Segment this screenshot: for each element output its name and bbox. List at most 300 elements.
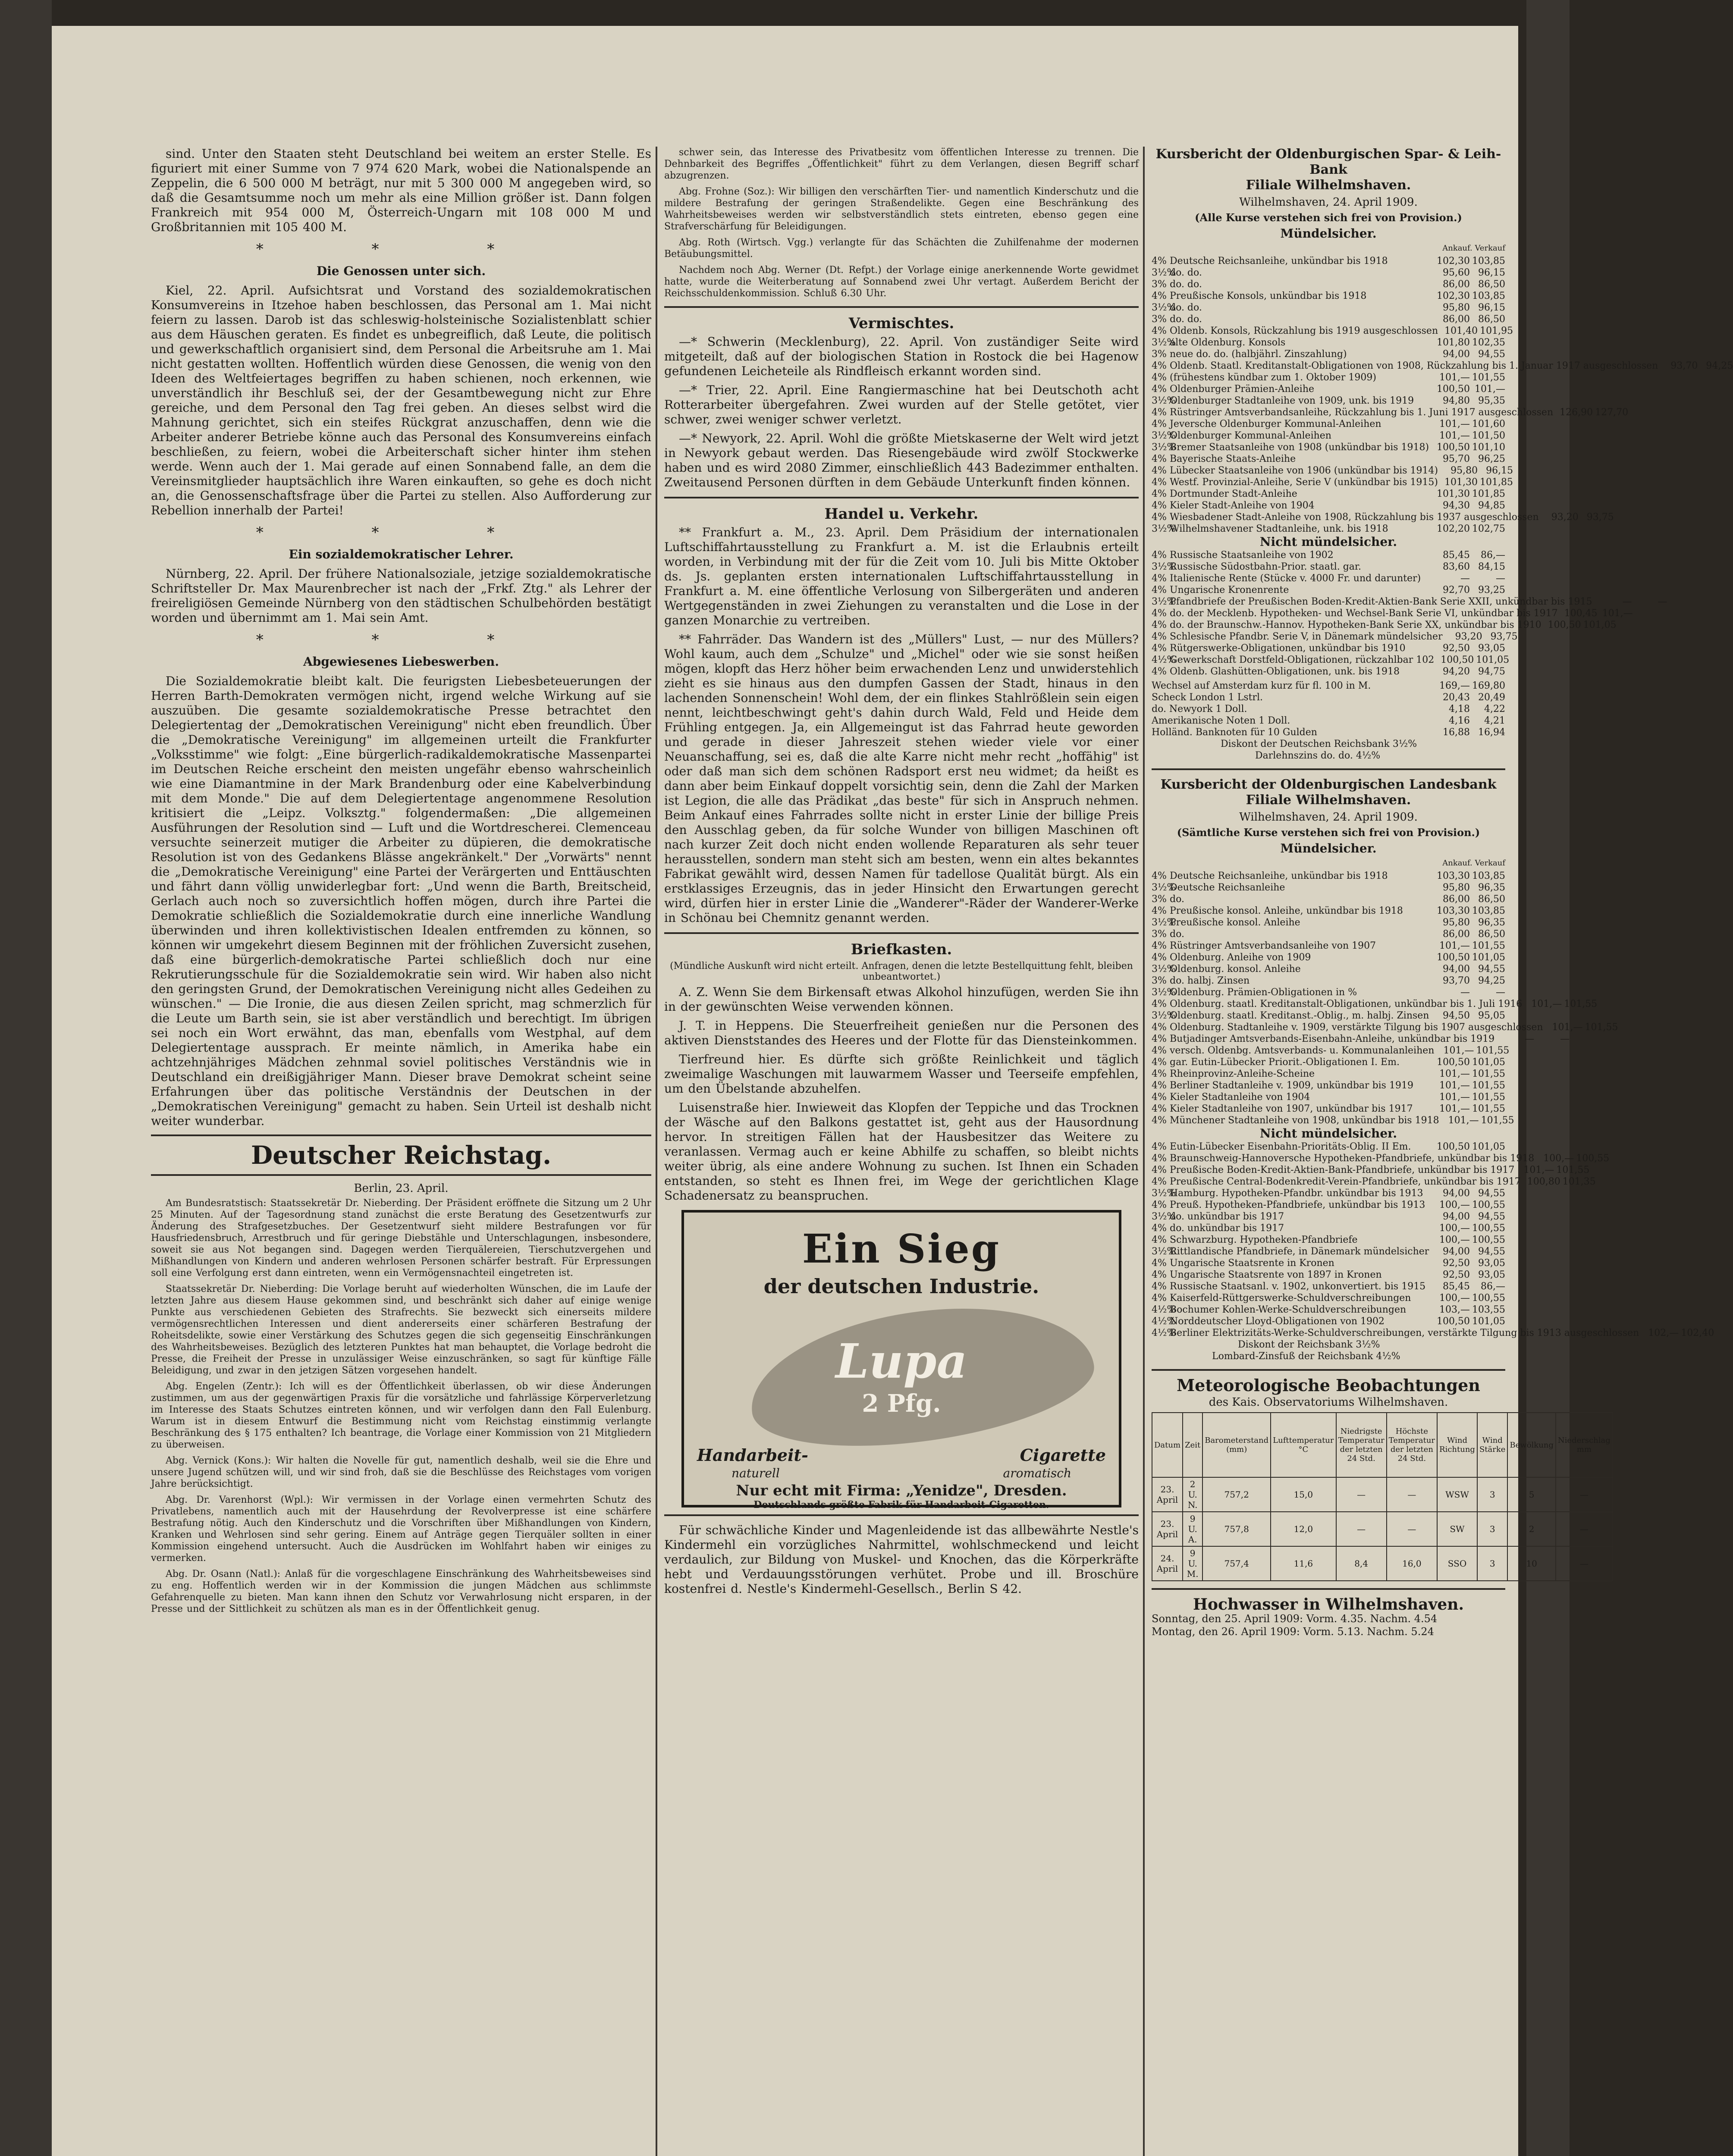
- article-paragraph: Am Bundesratstisch: Staatssekretär Dr. Nieberding. Der Präsident eröffnete die Sitzung um 2 Uhr 25 Minuten. Auf der Tagesordnung stand zunächst die erste Beratung des Gesetzentwurfs zur Änderung des Strafgesetzbuches. Der Gesetzentwurf sieht mildere Bestrafungen vor für Hausfriedensbruch, Arrestbruch und für geringe Diebstähle und Unterschlagungen, insbesondere, soweit sie aus Not begangen sind. Dagegen werden Tierquälereien, Tierschutzvergehen und Mißhandlungen von Kindern und anderen wehrlosen Personen schärfer bestraft. Für Erpressungen soll eine Verfolgung erst dann eintreten, wenn ein Vermögensnachteil eingetreten ist.: [151, 1198, 651, 1279]
- weather-column-header: Lufttemperatur °C: [1271, 1413, 1336, 1477]
- rate-row: [1152, 465, 1513, 476]
- security-name: Kieler Stadtanleihe von 1904: [1170, 1092, 1310, 1103]
- article-paragraph: —* Schwerin (Mecklenburg), 22. April. Von zuständiger Seite wird mitgeteilt, daß auf der biologischen Station in Rostock die bei Hagenow gefundenen Leicheteile als Rindfleisch erkannt worden sind.: [664, 335, 1139, 378]
- section-rule: [664, 932, 1139, 934]
- article-paragraph: Luisenstraße hier. Inwieweit das Klopfen der Teppiche und das Trocknen der Wäsche auf den Balkons gestattet ist, geht aus der Hausordnung hervor. In streitigen Fällen hat der Hausbesitzer das Weitere zu veranlassen. Vermag auch er keine Abhilfe zu schaffen, so bleibt nichts weiter übrig, als eine andere Wohnung zu suchen. Ist Ihnen ein Schaden entstanden, so steht es Ihnen frei, im Wege der gerichtlichen Klage Schadenersatz zu beanspruchen.: [664, 1100, 1139, 1203]
- exchange-row: [1152, 680, 1505, 692]
- buy-price: 92,50: [1443, 1269, 1470, 1280]
- weather-cell: SW: [1437, 1512, 1477, 1546]
- security-name: Rheinprovinz-Anleihe-Scheine: [1170, 1069, 1315, 1079]
- security-name: Preußische Central-Bodenkredit-Verein-Pfandbriefe, unkündbar bis 1917: [1170, 1176, 1521, 1187]
- buy-price: 95,70: [1443, 454, 1470, 464]
- buy-price: 102,30: [1437, 291, 1470, 301]
- sell-price: 94,85: [1478, 500, 1505, 511]
- article-paragraph: Tierfreund hier. Es dürfte sich größte Reinlichkeit und täglich zweimalige Waschungen mit lauwarmem Wasser und Teerseife empfehlen, um den Übelstande abzuhelfen.: [664, 1052, 1139, 1096]
- exchange-table: [1152, 680, 1505, 738]
- rate-row: [1152, 290, 1505, 302]
- kursbericht-subheading: Nicht mündelsicher.: [1259, 1126, 1397, 1141]
- weather-cell: 16,0: [1387, 1546, 1437, 1581]
- weather-cell: 24. April: [1152, 1546, 1183, 1581]
- kursbericht-subheading: Mündelsicher.: [1280, 841, 1377, 856]
- lombard-line: [1152, 1351, 1505, 1362]
- security-name: Italienische Rente (Stücke v. 4000 Fr. und darunter): [1170, 573, 1421, 584]
- rate-row: [1152, 488, 1505, 500]
- section-title-briefkasten: Briefkasten.: [851, 941, 952, 958]
- security-name: do. halbj. Zinsen: [1170, 975, 1250, 986]
- sell-price: 101,60: [1472, 419, 1505, 429]
- weather-title: Meteorologische Beobachtungen: [1177, 1376, 1480, 1395]
- kursbericht-branch: Filiale Wilhelmshaven.: [1246, 793, 1411, 808]
- rate-percent: 4%: [1152, 326, 1167, 336]
- security-name: Jeversche Oldenburger Kommunal-Anleihen: [1170, 419, 1381, 429]
- weather-cell: 3: [1477, 1546, 1507, 1581]
- security-name: gar. Eutin-Lübecker Priorit.-Obligationen I. Em.: [1170, 1057, 1400, 1068]
- section-rule: [1152, 1369, 1505, 1371]
- buy-price: 86,00: [1443, 314, 1470, 325]
- advertisement-nestle: Für schwächliche Kinder und Magenleidende ist das allbewährte Nestle's Kindermehl ein vorzügliches Nahrmittel, wohlschmeckend und leicht verdaulich, zur Bildung von Muskel- und Knochen, das die Körperkräfte hebt und Verdauungsstörungen verhütet. Probe und ill. Broschüre kostenfrei d. Nestle's Kindermehl-Gesellsch., Berlin S 42.: [664, 1523, 1139, 1596]
- buy-price: 100,50: [1441, 655, 1474, 665]
- rate-row: [1152, 430, 1505, 442]
- rate-percent: 4%: [1152, 631, 1167, 642]
- sell-price: 100,55: [1472, 1223, 1505, 1234]
- rate-percent: 3½%: [1152, 523, 1176, 534]
- security-name: Berliner Stadtanleihe v. 1909, unkündbar bis 1919: [1170, 1080, 1413, 1091]
- page-edge-left: [0, 0, 52, 2156]
- buy-price: 94,00: [1443, 349, 1470, 360]
- buy-price: 103,30: [1437, 906, 1470, 916]
- weather-column-header: Höchste Temperatur der letzten 24 Std.: [1387, 1413, 1437, 1477]
- sell-price: 101,35: [1562, 1176, 1596, 1187]
- security-name: Wiesbadener Stadt-Anleihe von 1908, Rückzahlung bis 1937 ausgeschlossen: [1170, 512, 1539, 523]
- sell-price: 94,55: [1478, 1188, 1505, 1199]
- buy-price: —: [1460, 987, 1470, 998]
- hochwasser-line: Sonntag, den 25. April 1909: Vorm. 4.35. Nachm. 4.54: [1152, 1613, 1438, 1625]
- weather-cell: —: [1556, 1477, 1613, 1512]
- rate-percent: 4%: [1152, 372, 1167, 383]
- newspaper-page: [52, 26, 1733, 2156]
- rate-percent: 4%: [1152, 465, 1167, 476]
- kursbericht-subheading: Nicht mündelsicher.: [1259, 535, 1397, 549]
- column-rule: [656, 147, 657, 2156]
- rate-percent: 4%: [1152, 256, 1167, 266]
- security-name: Kieler Stadt-Anleihe von 1904: [1170, 500, 1315, 511]
- buy-price: 101,30: [1444, 477, 1478, 488]
- security-name: Butjadinger Amtsverbands-Eisenbahn-Anleihe, unkündbar bis 1919: [1170, 1034, 1495, 1044]
- rate-row: [1152, 882, 1505, 893]
- weather-cell: —: [1387, 1512, 1437, 1546]
- security-name: Rüstringer Amtsverbandsanleihe von 1907: [1170, 940, 1376, 951]
- sell-price: 169,80: [1472, 680, 1505, 691]
- rate-row: [1152, 1246, 1505, 1257]
- security-name: Deutsche Reichsanleihe: [1170, 882, 1285, 893]
- rate-percent: 4½%: [1152, 1328, 1176, 1338]
- rate-percent: 3%: [1152, 279, 1167, 290]
- article-paragraph: schwer sein, das Interesse des Privatbesitz vom öffentlichen Interesse zu trennen. Die Dehnbarkeit des Begriffes „Öffentlichkeit" führt zu dem Verlangen, diesen Begriff scharf abzugrenzen.: [664, 147, 1139, 181]
- security-name: Oldenburger Stadtanleihe von 1909, unk. bis 1919: [1170, 395, 1414, 406]
- weather-column-header: Niederschlag mm: [1556, 1413, 1613, 1477]
- rate-row: [1152, 1222, 1505, 1234]
- article-paragraph: Abg. Roth (Wirtsch. Vgg.) verlangte für das Schächten die Zuhilfenahme der modernen Betäubungsmittel.: [664, 237, 1139, 260]
- weather-cell: —: [1336, 1477, 1387, 1512]
- rate-row: [1152, 418, 1505, 430]
- buy-price: 93,70: [1443, 975, 1470, 986]
- weather-cell: 12,0: [1271, 1512, 1336, 1546]
- kursbericht-table: [1152, 1141, 1714, 1339]
- buy-price: 95,80: [1443, 302, 1470, 313]
- article-paragraph: ** Frankfurt a. M., 23. April. Dem Präsidium der internationalen Luftschiffahrtausstellung zu Frankfurt a. M. ist die Erlaubnis erteilt worden, in Verbindung mit der für die Zeit vom 10. Juli bis Mitte Oktober ds. Js. geplanten ersten internationalen Luftschiffahrtausstellung in Frankfurt a. M. eine öffentliche Verlosung von Silbergeräten und anderen Wertgegenständen in zwei Ziehungen zu veranstalten und die Lose in der ganzen Monarchie zu vertreiben.: [664, 525, 1139, 627]
- buy-price: 95,80: [1443, 917, 1470, 928]
- rate-percent: 3½%: [1152, 267, 1176, 278]
- weather-cell: 2 U. N.: [1183, 1477, 1202, 1512]
- sell-price: 101,55: [1472, 372, 1505, 383]
- buy-price: 126,90: [1560, 407, 1593, 418]
- buy-price: 94,00: [1443, 1188, 1470, 1199]
- sell-price: 101,55: [1476, 1045, 1510, 1056]
- buy-price: 85,45: [1443, 550, 1470, 561]
- sell-price: 4,21: [1484, 715, 1505, 726]
- sell-price: 101,55: [1472, 1103, 1505, 1114]
- rate-row: [1152, 360, 1733, 372]
- buy-price: 169,—: [1439, 680, 1470, 691]
- rate-percent: 4%: [1152, 1103, 1167, 1114]
- security-name: versch. Oldenbg. Amtsverbands- u. Kommunalanleihen: [1170, 1045, 1435, 1056]
- rate-percent: 4%: [1152, 940, 1167, 951]
- ad-label-handarbeit: Handarbeit-: [697, 1445, 808, 1465]
- rate-row: [1152, 1068, 1505, 1080]
- sell-price: 101,55: [1564, 999, 1598, 1009]
- rate-row: [1152, 1188, 1505, 1199]
- buy-price: 94,00: [1443, 1211, 1470, 1222]
- security-name: Eutin-Lübecker Eisenbahn-Prioritäts-Oblig. II Em.: [1170, 1141, 1411, 1152]
- rate-row: [1152, 987, 1505, 998]
- rate-row: [1152, 302, 1505, 313]
- page-edge-right: [1526, 0, 1570, 2156]
- rate-percent: 3½%: [1152, 395, 1176, 406]
- security-name: Ungarische Staatsrente von 1897 in Kronen: [1170, 1269, 1382, 1280]
- security-name: Schwarzburg. Hypotheken-Pfandbriefe: [1170, 1235, 1358, 1245]
- sell-price: 93,05: [1478, 1258, 1505, 1269]
- rate-percent: 4%: [1152, 952, 1167, 963]
- buy-price: 95,80: [1450, 465, 1478, 476]
- rate-row: [1152, 1316, 1505, 1327]
- sell-price: 100,55: [1576, 1153, 1610, 1164]
- sell-price: 102,35: [1472, 337, 1505, 348]
- weather-cell: 757,2: [1202, 1477, 1271, 1512]
- rate-percent: 3%: [1152, 975, 1167, 986]
- weather-cell: 23. April: [1152, 1512, 1183, 1546]
- security-name: Oldenburg. Prämien-Obligationen in %: [1170, 987, 1357, 998]
- section-title-reichstag: Deutscher Reichstag.: [151, 1134, 651, 1176]
- buy-price: 100,50: [1437, 1141, 1470, 1152]
- article-paragraph: Abg. Frohne (Soz.): Wir billigen den verschärften Tier- und namentlich Kinderschutz und die mildere Bestrafung der geringen Straßendelikte. Gegen eine Beschränkung des Wahrheitsbeweises werden wir selbstverständlich stets eintreten, ebenso gegen eine Strafverschärfung für Beleidigungen.: [664, 186, 1139, 232]
- security-name: Russische Südostbahn-Prior. staatl. gar.: [1170, 561, 1362, 572]
- buy-price: 101,—: [1439, 1103, 1470, 1114]
- rate-row: [1152, 654, 1510, 666]
- sell-price: 94,55: [1478, 1246, 1505, 1257]
- section-rule: [1152, 768, 1505, 770]
- rate-row: [1152, 1033, 1570, 1045]
- rate-row: [1152, 1327, 1714, 1339]
- weather-body: [1152, 1477, 1613, 1581]
- section-rule: [664, 306, 1139, 308]
- buy-price: 101,—: [1439, 372, 1470, 383]
- section-title-vermischtes: Vermischtes.: [848, 315, 954, 332]
- buy-price: 94,30: [1443, 500, 1470, 511]
- ad-claim: Deutschlands größte Fabrik für Handarbeit-Cigaretten.: [753, 1499, 1049, 1510]
- buy-price: 100,50: [1437, 1057, 1470, 1068]
- rate-row: [1152, 1056, 1505, 1068]
- rate-row: [1152, 975, 1505, 987]
- weather-cell: 9 U. M.: [1183, 1546, 1202, 1581]
- sell-price: 93,75: [1490, 631, 1518, 642]
- security-name: Oldenburg. Anleihe von 1909: [1170, 952, 1311, 963]
- rate-percent: 4%: [1152, 1057, 1167, 1068]
- ad-price: 2 Pfg.: [862, 1389, 941, 1418]
- sell-price: 96,25: [1478, 454, 1505, 464]
- buy-price: 101,—: [1439, 940, 1470, 951]
- rate-row: [1152, 1304, 1505, 1316]
- buy-price: —: [1622, 596, 1632, 607]
- weather-cell: 757,8: [1202, 1512, 1271, 1546]
- security-name: Deutsche Reichsanleihe, unkündbar bis 1918: [1170, 256, 1388, 266]
- buy-price: 94,20: [1443, 666, 1470, 677]
- buy-price: 102,—: [1648, 1328, 1679, 1338]
- ad-headline: Ein Sieg: [802, 1225, 1001, 1272]
- sell-price: 96,15: [1486, 465, 1513, 476]
- rate-percent: 4½%: [1152, 1304, 1176, 1315]
- sell-price: 86,50: [1478, 279, 1505, 290]
- sell-price: 94,75: [1478, 666, 1505, 677]
- discount-text: Diskont der Deutschen Reichsbank 3½%: [1221, 739, 1417, 749]
- buy-price: 100,—: [1439, 1223, 1470, 1234]
- security-name: Oldenburger Kommunal-Anleihen: [1170, 430, 1331, 441]
- kursbericht-title: Kursbericht der Oldenburgischen Landesbank: [1160, 777, 1497, 792]
- buy-price: 86,00: [1443, 279, 1470, 290]
- buy-price: 92,50: [1443, 643, 1470, 654]
- security-name: Ungarische Kronenrente: [1170, 585, 1289, 595]
- buy-price: 93,70: [1670, 360, 1698, 371]
- buy-price: —: [1525, 1034, 1535, 1044]
- weather-cell: 2: [1507, 1512, 1556, 1546]
- security-name: Rüstringer Amtsverbandsanleihe, Rückzahlung bis 1. Juni 1917 ausgeschlossen: [1170, 407, 1554, 418]
- sell-price: 103,85: [1472, 291, 1505, 301]
- security-name: Pfandbriefe der Preußischen Boden-Kredit-Aktien-Bank Serie XXII, unkündbar bis 1915: [1170, 596, 1592, 607]
- sell-price: 101,85: [1472, 489, 1505, 499]
- rate-percent: 4%: [1152, 1034, 1167, 1044]
- rate-percent: 4%: [1152, 585, 1167, 595]
- rate-percent: 4%: [1152, 1223, 1167, 1234]
- buy-price: 101,30: [1437, 489, 1470, 499]
- security-name: do. der Braunschw.-Hannov. Hypotheken-Bank Serie XX, unkündbar bis 1910: [1170, 620, 1541, 630]
- weather-header-row: [1152, 1413, 1613, 1477]
- rate-row: [1152, 1257, 1505, 1269]
- security-name: do. do.: [1170, 314, 1202, 325]
- weather-cell: 23. April: [1152, 1477, 1183, 1512]
- rate-percent: 3%: [1152, 349, 1167, 360]
- hochwasser-title: Hochwasser in Wilhelmshaven.: [1193, 1595, 1464, 1614]
- rate-row: [1152, 523, 1505, 535]
- ad-label-naturell: naturell: [732, 1466, 780, 1480]
- buy-price: 93,20: [1551, 512, 1579, 523]
- security-name: Kieler Stadtanleihe von 1907, unkündbar bis 1917: [1170, 1103, 1413, 1114]
- column-middle: [664, 147, 1139, 2156]
- exchange-label: do. Newyork 1 Doll.: [1152, 704, 1247, 714]
- rate-percent: 4%: [1152, 906, 1167, 916]
- buy-price: 101,—: [1439, 1092, 1470, 1103]
- sell-price: 101,05: [1476, 655, 1510, 665]
- rate-row: [1152, 1234, 1505, 1246]
- rate-row: [1152, 1022, 1618, 1033]
- rate-row: [1152, 584, 1505, 596]
- rate-row: [1152, 325, 1513, 337]
- sell-price: 86,—: [1481, 1281, 1505, 1292]
- rate-row: [1152, 905, 1505, 917]
- weather-row: [1152, 1546, 1613, 1581]
- kursbericht-note: (Alle Kurse verstehen sich frei von Provision.): [1195, 211, 1462, 224]
- security-name: Norddeutscher Lloyd-Obligationen von 1902: [1170, 1316, 1385, 1327]
- article-heading: Ein sozialdemokratischer Lehrer.: [289, 547, 514, 561]
- rate-row: [1152, 1164, 1590, 1176]
- section-divider: * * *: [256, 524, 546, 541]
- buy-price: 101,—: [1439, 1069, 1470, 1079]
- article-paragraph: —* Newyork, 22. April. Wohl die größte Mietskaserne der Welt wird jetzt in Newyork gebaut werden. Das Riesengebäude wird zwölf Stockwerke haben und es wird 2080 Zimmer, einschließlich 443 Badezimmer enthalten. Zweitausend Personen dürften in dem Gebäude Unterkunft finden können.: [664, 431, 1139, 489]
- sell-price: 103,85: [1472, 871, 1505, 881]
- weather-cell: WSW: [1437, 1477, 1477, 1512]
- kursbericht-column-heads: Ankauf. Verkauf: [1442, 859, 1505, 868]
- rate-row: [1152, 1141, 1505, 1153]
- buy-price: 100,80: [1527, 1176, 1560, 1187]
- rate-percent: 4%: [1152, 1235, 1167, 1245]
- sell-price: 94,55: [1478, 349, 1505, 360]
- buy-price: 94,50: [1443, 1010, 1470, 1021]
- buy-price: 83,60: [1443, 561, 1470, 572]
- security-name: do. unkündbar bis 1917: [1170, 1211, 1284, 1222]
- sell-price: —: [1496, 573, 1505, 584]
- buy-price: 100,—: [1439, 1293, 1470, 1304]
- rate-percent: 4%: [1152, 1092, 1167, 1103]
- buy-price: 85,45: [1443, 1281, 1470, 1292]
- buy-price: 93,20: [1455, 631, 1482, 642]
- sell-price: 100,55: [1472, 1235, 1505, 1245]
- article-paragraph: Abg. Dr. Varenhorst (Wpl.): Wir vermissen in der Vorlage einen vermehrten Schutz des Privatlebens, namentlich auch mit der Hausehrdung der Revolverpresse ist eine schärfere Bestrafung nötig. Auch den Kinderschutz und die Vorschriften über Mißhandlungen von Kindern, Kranken und Wehrlosen sind sehr gering. Einem auf Anträge gegen Tierquäler sollten in einer Kommission eingehend untersucht. Auch die Ausdrücken im Wohlfahrt haben wir einiges zu vermerken.: [151, 1495, 651, 1564]
- kursbericht-table: [1152, 255, 1733, 535]
- rate-row: [1152, 573, 1505, 584]
- sell-price: 93,75: [1586, 512, 1614, 523]
- article-paragraph: Die Sozialdemokratie bleibt kalt. Die feurigsten Liebesbeteuerungen der Herren Barth-Demokraten vermögen nicht, irgend welche Wirkung auf sie auszuüben. Die gesamte sozialdemokratische Presse betrachtet den Delegiertentag der „Demokratischen Vereinigung" nicht eben freundlich. Über die „Demokratische Vereinigung" im allgemeinen urteilt die Frankfurter „Volksstimme" wie folgt: „Eine bürgerlich-radikaldemokratische Massenpartei im Deutschen Reiche erscheint den meisten ungefähr ebenso wahrscheinlich wie eine Diamantmine in der Mark Brandenburg oder eine Kabelverbindung mit dem Monde." Die auf dem Delegiertentage angenommene Resolution kritisiert die „Leipz. Volksztg." folgendermaßen: „Die allgemeinen Ausführungen der Resolution sind — Luft und die Wortdrescherei. Clemenceau versuchte seinerzeit mutiger die Arbeiter zu düpieren, die demokratische Resolution ist von des Gedankens Blässe angekränkelt." Der „Vorwärts" nennt die „Demokratische Vereinigung" eine Partei der Verärgerten und Enttäuschten und fährt dann völlig unwiderlegbar fort: „Und wenn die Barth, Breitscheid, Gerlach auch noch so zuversichtlich hoffen mögen, durch ihre Partei die Demokratie schließlich die Sozialdemokratie durch eine innerliche Wandlung überwinden und ihren kollektivistischen Idealen entfremden zu können, so können wir umgekehrt diesem Beginnen mit der fröhlichen Zuversicht zusehen, daß eine bürgerlich-demokratische Partei schließlich doch nur eine Rekrutierungsschule für die Sozialdemokratie sein wird. Wir haben also nicht den geringsten Grund, der Demokratischen Vereinigung nicht alles Gedeihen zu wünschen." — Die Ironie, die aus diesen Zeilen spricht, mag schmerzlich für die Leute um Barth sein, sie ist aber verständlich und berechtigt. Im übrigen sei noch ein Wort erwähnt, das man, ebenfalls vom Westphal, auf dem Delegiertentage aussprach. Er meinte nämlich, in Amerika habe ein achtzehnjähriges Mädchen zehnmal soviel politisches Verständnis wie in Deutschland ein dreißigjähriger Mann. Dieser brave Demokrat scheint seine Erfahrungen über das politische Verständnis der Deutschen in der „Demokratischen Vereinigung" gemacht zu haben. Sein Urteil ist deshalb nicht weiter wunderbar.: [151, 674, 651, 1128]
- rate-percent: 4%: [1152, 620, 1167, 630]
- weather-cell: —: [1387, 1477, 1437, 1512]
- sell-price: 94,25: [1478, 975, 1505, 986]
- rate-row: [1152, 453, 1505, 465]
- sell-price: 103,85: [1472, 256, 1505, 266]
- rate-percent: 3½%: [1152, 1188, 1176, 1199]
- sell-price: 101,50: [1472, 430, 1505, 441]
- hochwasser-line: Montag, den 26. April 1909: Vorm. 5.13. Nachm. 5.24: [1152, 1626, 1434, 1638]
- rate-percent: 4%: [1152, 573, 1167, 584]
- sell-price: 86,50: [1478, 894, 1505, 905]
- sell-price: 101,85: [1479, 477, 1513, 488]
- buy-price: 101,—: [1439, 1080, 1470, 1091]
- buy-price: 103,30: [1437, 871, 1470, 881]
- sell-price: 101,10: [1472, 442, 1505, 453]
- section-title-handel: Handel u. Verkehr.: [824, 505, 979, 523]
- rate-percent: 4%: [1152, 1045, 1167, 1056]
- sell-price: 94,55: [1478, 964, 1505, 975]
- ad-label-aromatisch: aromatisch: [1003, 1466, 1071, 1480]
- security-name: Ungarische Staatsrente in Kronen: [1170, 1258, 1334, 1269]
- rate-percent: 3½%: [1152, 882, 1176, 893]
- security-name: Gewerkschaft Dorstfeld-Obligationen, rückzahlbar 102: [1170, 655, 1435, 665]
- rate-percent: 4%: [1152, 360, 1167, 371]
- article-paragraph: sind. Unter den Staaten steht Deutschland bei weitem an erster Stelle. Es figuriert mit einer Summe von 7 974 620 Mark, wobei die Nationalspende an Zeppelin, die 6 500 000 M beträgt, nur mit 5 300 000 M angegeben wird, so daß die Gesamtsumme noch um mehr als eine Million größer ist. Dann folgen Frankreich mit 954 000 M, Österreich-Ungarn mit 108 000 M und Großbritannien mit 105 400 M.: [151, 147, 651, 234]
- buy-price: 101,—: [1448, 1115, 1479, 1126]
- security-name: Oldenb. Staatl. Kreditanstalt-Obligationen von 1908, Rückzahlung bis 1. Januar 1917 ausgeschlossen: [1170, 360, 1658, 371]
- exchange-row: [1152, 703, 1505, 715]
- rate-percent: 4%: [1152, 1269, 1167, 1280]
- sell-price: —: [1560, 1034, 1570, 1044]
- article-paragraph: Abg. Vernick (Kons.): Wir halten die Novelle für gut, namentlich deshalb, weil sie die Ehre und unsere Jugend schützen will, und wir sind froh, daß sie die Beschlüsse des Reichstages vom vorigen Jahre berücksichtigt.: [151, 1455, 651, 1489]
- sell-price: 93,05: [1478, 1269, 1505, 1280]
- sell-price: 96,15: [1478, 302, 1505, 313]
- sell-price: 103,55: [1472, 1304, 1505, 1315]
- buy-price: 94,00: [1443, 964, 1470, 975]
- weather-column-header: Wind Richtung: [1437, 1413, 1477, 1477]
- weather-column-header: Zeit: [1183, 1413, 1202, 1477]
- section-rule: [664, 1514, 1139, 1516]
- article-heading: Abgewiesenes Liebeswerben.: [303, 655, 499, 669]
- sell-price: 100,55: [1472, 1200, 1505, 1210]
- article-paragraph: —* Trier, 22. April. Eine Rangiermaschine hat bei Deutschoth acht Rotterarbeiter übergefahren. Zwei wurden auf der Stelle getötet, vier schwer, zwei weniger schwer verletzt.: [664, 383, 1139, 426]
- section-rule: [1152, 1588, 1505, 1590]
- rate-percent: 4%: [1152, 1258, 1167, 1269]
- rate-row: [1152, 1292, 1505, 1304]
- rate-row: [1152, 1211, 1505, 1222]
- exchange-label: Holländ. Banknoten für 10 Gulden: [1152, 727, 1317, 738]
- article-paragraph: Kiel, 22. April. Aufsichtsrat und Vorstand des sozialdemokratischen Konsumvereins in Itzehoe haben beschlossen, das Personal am 1. Mai nicht feiern zu lassen. Darob ist das schleswig-holsteinische Sozialistenblatt schier aus dem Häuschen geraten. Es findet es unbegreiflich, daß Leute, die politisch und gewerkschaftlich organisiert sind, dem Personal die Arbeitsruhe am 1. Mai nicht gestatten wollten. Hoffentlich würden diese Genossen, die wenig von den Ideen des Weltfeiertages begriffen zu haben schienen, noch erkennen, wie unverständlich ihr Beschluß sei, der der Gesamtbewegung nicht zur Ehre gereiche, und dem Personal den Tag frei geben. An dieses selbst wird die Mahnung gerichtet, sich ein steifes Rückgrat anzuschaffen, denn wie die Arbeiter anderer Betriebe könne auch das Personal des Konsumvereins einfach beschließen, zu feiern, wobei die Arbeiterschaft sicher hinter ihm stehen werde. Wenn auch der 1. Mai gerade auf einen Sonnabend falle, an dem die Vereinsmitglieder hauptsächlich ihre Waren einkauften, so gehe es doch nicht an, die Genossenschaftsfrage über die Partei zu stellen. Also Aufforderung zur Rebellion innerhalb der Partei!: [151, 283, 651, 517]
- section-divider: * * *: [256, 631, 546, 649]
- rate-percent: 3½%: [1152, 917, 1176, 928]
- rate-row: [1152, 631, 1518, 642]
- security-name: Braunschweig-Hannoversche Hypotheken-Pfandbriefe, unkündbar bis 1918: [1170, 1153, 1535, 1164]
- weather-cell: 3: [1477, 1477, 1507, 1512]
- sell-price: 86,50: [1478, 929, 1505, 940]
- rate-row: [1152, 917, 1505, 928]
- security-name: Oldenburger Prämien-Anleihe: [1170, 384, 1315, 395]
- weather-cell: 15,0: [1271, 1477, 1336, 1512]
- buy-price: 86,00: [1443, 929, 1470, 940]
- sell-price: 101,05: [1472, 1141, 1505, 1152]
- weather-row: [1152, 1477, 1613, 1512]
- rate-percent: 4%: [1152, 489, 1167, 499]
- security-name: Oldenb. Konsols, Rückzahlung bis 1919 ausgeschlossen: [1170, 326, 1438, 336]
- rate-percent: 4%: [1152, 1293, 1167, 1304]
- rate-percent: 3½%: [1152, 337, 1176, 348]
- rate-row: [1152, 279, 1505, 290]
- buy-price: 86,00: [1443, 894, 1470, 905]
- article-paragraph: J. T. in Heppens. Die Steuerfreiheit genießen nur die Personen des aktiven Dienststandes des Heeres und der Flotte für das Diensteinkommen.: [664, 1018, 1139, 1047]
- article-paragraph: Nachdem noch Abg. Werner (Dt. Refpt.) der Vorlage einige anerkennende Worte gewidmet hatte, wurde die Weiterberatung auf Sonnabend zwei Uhr vertagt. Außerdem Bericht der Reichsschuldenkommission. Schluß 6.30 Uhr.: [664, 265, 1139, 299]
- rate-percent: 4%: [1152, 871, 1167, 881]
- security-name: alte Oldenburg. Konsols: [1170, 337, 1286, 348]
- rate-row: [1152, 511, 1614, 523]
- security-name: Kaiserfeld-Rüttgerswerke-Schuldverschreibungen: [1170, 1293, 1411, 1304]
- security-name: do.: [1170, 894, 1184, 905]
- buy-price: 20,43: [1443, 692, 1470, 703]
- security-name: Oldenburg. konsol. Anleihe: [1170, 964, 1301, 975]
- rate-percent: 4%: [1152, 1069, 1167, 1079]
- sell-price: 101,55: [1472, 1069, 1505, 1079]
- article-paragraph: Nürnberg, 22. April. Der frühere Nationalsoziale, jetzige sozialdemokratische Schriftsteller Dr. Max Maurenbrecher ist nach der „Frkf. Ztg." als Lehrer der freireligiösen Gemeinde Nürnberg von den städtischen Schulbehörden bestätigt worden und übernimmt am 1. Mai sein Amt.: [151, 567, 651, 625]
